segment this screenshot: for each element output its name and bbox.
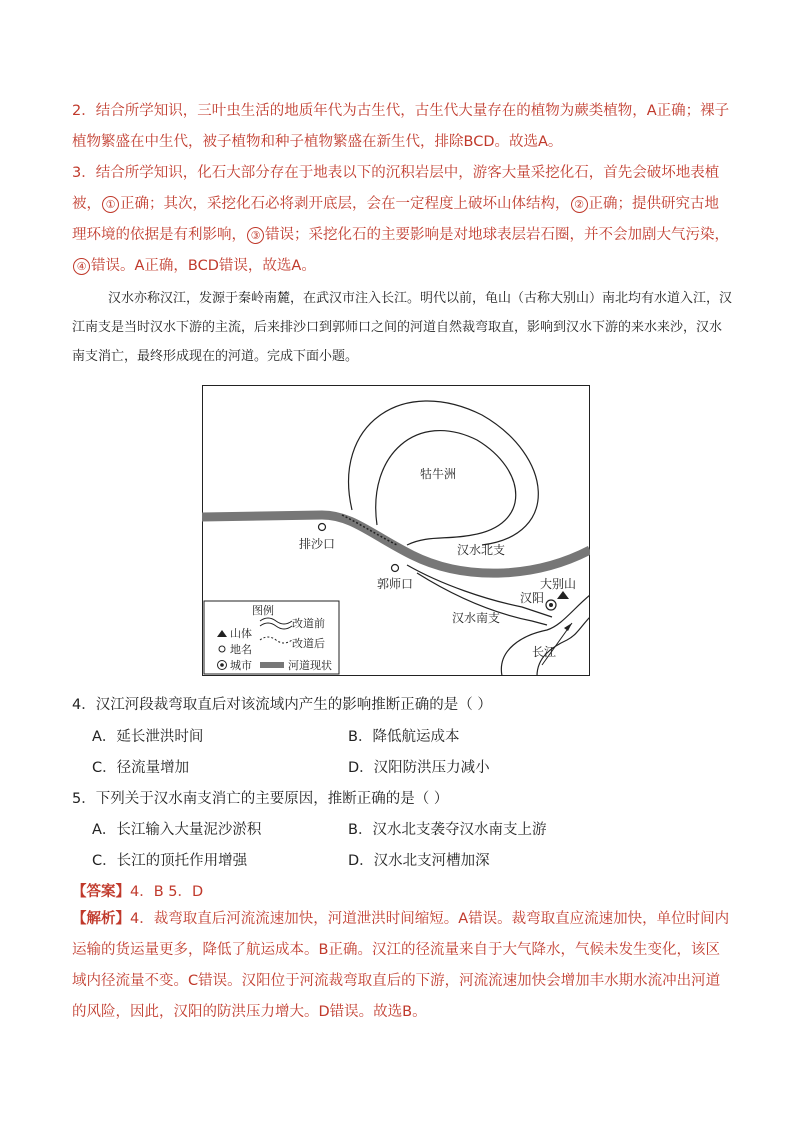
label-guoshikou: 郭师口 [377,577,414,591]
legend-place-icon [219,646,225,652]
label-hanshui-south: 汉水南支 [452,611,501,625]
question-4-option-d[interactable]: D．汉阳防洪压力减小 [348,760,490,776]
analysis-item-3-part-e: 错误。A正确，BCD错误，故选A。 [91,258,316,274]
question-4-option-b[interactable]: B．降低航运成本 [348,729,460,745]
circled-number-3: ③ [247,227,264,244]
question-4-stem: 4．汉江河段裁弯取直后对该流域内产生的影响推断正确的是（ ） [72,697,492,713]
analysis-item-3 [72,158,732,282]
analysis-item-3-part-c: 正确；提供研究古地理环境的依据是有利影响， [72,196,719,243]
question-4-option-c[interactable]: C．径流量增加 [92,760,190,776]
question-4-option-a[interactable]: A．延长泄洪时间 [92,729,204,745]
label-hanyang: 汉阳 [520,591,545,605]
map-legend [204,601,339,674]
hanyang-city-marker-inner [549,603,553,607]
analysis-item-3-part-b: 正确；其次，采挖化石必将剥开底层，会在一定程度上破坏山体结构， [120,196,570,212]
answer-line [72,880,203,901]
explanation-text: 4．裁弯取直后河流流速加快，河道泄洪时间缩短。A错误。裁弯取直应流速加快，单位时间内运输的货运量更多，降低了航运成本。B正确。汉江的径流量来自于大气降水，气候未发生变化，该区域内径流量不变。C错误。汉阳位于河流裁弯取直后的下游，河流流速加快会增加丰水期水流冲出河道的风险，因此，汉阳的防洪压力增大。D错误。故选B。 [72,911,730,1020]
label-changjiang: 长江 [532,645,557,659]
circled-number-4: ④ [73,258,90,275]
label-hanshui-north: 汉水北支 [457,543,506,557]
answer-tag: 【答案】 [72,884,130,900]
paishakou-marker [319,524,326,531]
question-5-stem: 5．下列关于汉水南支消亡的主要原因，推断正确的是（ ） [72,791,449,807]
analysis-item-3-part-a: 3．结合所学知识，化石大部分存在于地表以下的沉积岩层中，游客大量采挖化石，首先会破坏地表植被， [72,165,720,212]
reading-intro: 汉水亦称汉江，发源于秦岭南麓，在武汉市注入长江。明代以前，龟山（古称大别山）南北均有水道入江，汉江南支是当时汉水下游的主流，后来排沙口到郭师口之间的河道自然裁弯取直，影响到汉水下游的来水来沙，汉水南支消亡，最终形成现在的河道。完成下面小题。 [72,291,733,364]
analysis-item-2: 2．结合所学知识，三叶虫生活的地质年代为古生代，古生代大量存在的植物为蕨类植物，A正确；裸子植物繁盛在中生代，被子植物和种子植物繁盛在新生代，排除BCD。故选A。 [72,103,730,150]
label-paishakou: 排沙口 [299,537,336,551]
legend-before: 改道前 [292,617,325,630]
label-dabieshan: 大别山 [540,577,577,591]
question-5-option-c[interactable]: C．长江的顶托作用增强 [92,853,248,869]
explanation-tag: 【解析】 [72,911,130,927]
analysis-item-3-part-d: 错误；采挖化石的主要影响是对地球表层岩石圈，并不会加剧大气污染， [265,227,729,243]
legend-place: 地名 [230,643,252,656]
guoshikou-marker [392,565,399,572]
question-5-option-b[interactable]: B．汉水北支袭夺汉水南支上游 [348,822,547,838]
legend-city-icon-inner [220,663,224,667]
question-5-option-a[interactable]: A．长江输入大量泥沙淤积 [92,822,262,838]
explanation-block [72,904,732,1028]
legend-mountain: 山体 [230,627,252,640]
legend-title: 图例 [252,604,274,617]
legend-city: 城市 [230,659,252,672]
legend-after: 改道后 [292,637,325,650]
circled-number-1: ① [102,196,119,213]
hanshui-river-map [202,385,590,676]
legend-current: 河道现状 [288,659,332,672]
question-5-option-d[interactable]: D．汉水北支河槽加深 [348,853,490,869]
answer-text: 4．B 5．D [130,884,204,900]
label-guniuzhou: 牯牛洲 [420,467,457,481]
circled-number-2: ② [571,196,588,213]
